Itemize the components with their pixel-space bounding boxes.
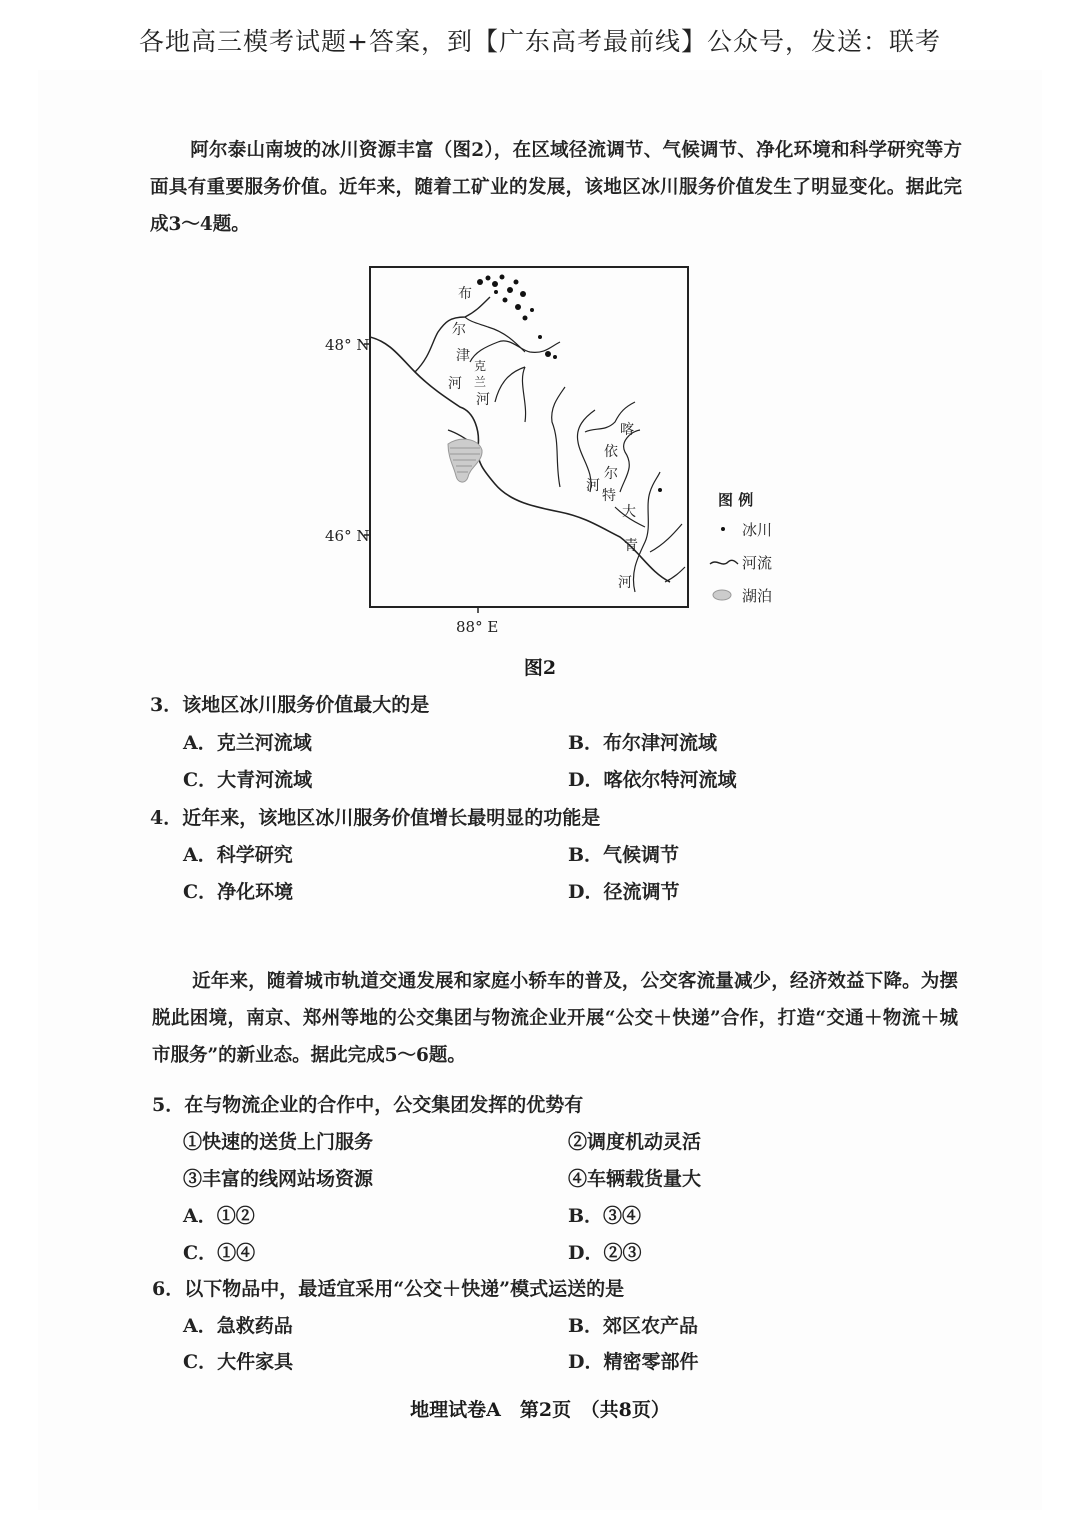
q6-option-a: A．急救药品 — [183, 1315, 293, 1337]
map-legend — [710, 491, 772, 605]
legend-glacier: 冰川 — [742, 521, 773, 539]
q6-option-d: D．精密零部件 — [568, 1351, 699, 1373]
glacier-map — [320, 262, 800, 642]
q5-option-b: B．③④ — [568, 1205, 642, 1227]
q5-statement-4: ④车辆载货量大 — [568, 1168, 702, 1190]
lon-88-label: 88° E — [456, 618, 499, 636]
q3-stem: 3．该地区冰川服务价值最大的是 — [150, 694, 430, 716]
kayierte-label-3: 尔 — [604, 466, 618, 482]
passage-2 — [152, 963, 958, 1074]
q4-stem: 4．近年来，该地区冰川服务价值增长最明显的功能是 — [150, 807, 601, 829]
q3-option-b: B．布尔津河流域 — [568, 732, 718, 754]
page-footer: 地理试卷A 第2页 （共8页） — [410, 1399, 670, 1421]
daqing-river — [633, 472, 660, 592]
promo-banner: 各地高三模考试题+答案，到【广东高考最前线】公众号，发送：联考 — [139, 27, 941, 56]
q3-option-d: D．喀依尔特河流域 — [568, 769, 737, 791]
lat-46-label: 46° N — [325, 527, 370, 545]
q5-option-c: C．①④ — [183, 1242, 256, 1264]
legend-title: 图 例 — [718, 491, 754, 509]
kelan-label-1: 克 — [474, 359, 487, 373]
q5-statement-2: ②调度机动灵活 — [568, 1131, 702, 1153]
q3-option-a: A．克兰河流域 — [183, 732, 312, 754]
lat-48-label: 48° N — [325, 336, 370, 354]
q5-option-a: A．①② — [183, 1205, 255, 1227]
kayierte-label-4: 特 — [602, 488, 616, 504]
kayierte-label-5: 河 — [586, 478, 600, 494]
daqing-label-1: 大 — [622, 504, 636, 520]
q3-option-c: C．大青河流域 — [183, 769, 313, 791]
glacier-dots — [477, 275, 662, 493]
lake-shape — [448, 439, 482, 482]
q5-stem: 5．在与物流企业的合作中，公交集团发挥的优势有 — [152, 1094, 584, 1116]
q5-statement-3: ③丰富的线网站场资源 — [183, 1168, 374, 1190]
q6-option-b: B．郊区农产品 — [568, 1315, 699, 1337]
kayierte-label-1: 喀 — [620, 422, 634, 438]
kelan-label-3: 河 — [476, 392, 490, 408]
q6-option-c: C．大件家具 — [183, 1351, 294, 1373]
q5-option-d: D．②③ — [568, 1242, 642, 1264]
buerjin-label-2: 尔 — [452, 322, 466, 338]
buerjin-label-1: 布 — [458, 286, 472, 302]
legend-river: 河流 — [742, 554, 773, 572]
q6-stem: 6．以下物品中，最适宜采用“公交＋快递”模式运送的是 — [152, 1278, 625, 1300]
kelan-label-2: 兰 — [474, 375, 487, 389]
figure-caption: 图2 — [523, 657, 557, 679]
q4-option-b: B．气候调节 — [568, 844, 680, 866]
buerjin-label-3: 津 — [456, 348, 470, 364]
q5-statement-1: ①快速的送货上门服务 — [183, 1131, 374, 1153]
passage-1-text: 阿尔泰山南坡的冰川资源丰富（图2），在区域径流调节、气候调节、净化环境和科学研究等方面具有重要服务价值。近年来，随着工矿业的发展，该地区冰川服务价值发生了明显变化。据此完成3～4题。 — [150, 140, 962, 235]
daqing-label-3: 河 — [618, 575, 632, 591]
q4-option-d: D．径流调节 — [568, 881, 680, 903]
buerjin-label-4: 河 — [448, 376, 462, 392]
daqing-label-2: 青 — [624, 538, 638, 554]
passage-1 — [150, 132, 962, 243]
passage-2-text: 近年来，随着城市轨道交通发展和家庭小轿车的普及，公交客流量减少，经济效益下降。为摆脱此困境，南京、郑州等地的公交集团与物流企业开展“公交＋快递”合作，打造“交通＋物流＋城市服务”的新业态。据此完成5～6题。 — [152, 971, 958, 1066]
legend-lake: 湖泊 — [742, 587, 773, 605]
q4-option-a: A．科学研究 — [183, 844, 293, 866]
kayierte-label-2: 依 — [604, 444, 618, 460]
q4-option-c: C．净化环境 — [183, 881, 294, 903]
